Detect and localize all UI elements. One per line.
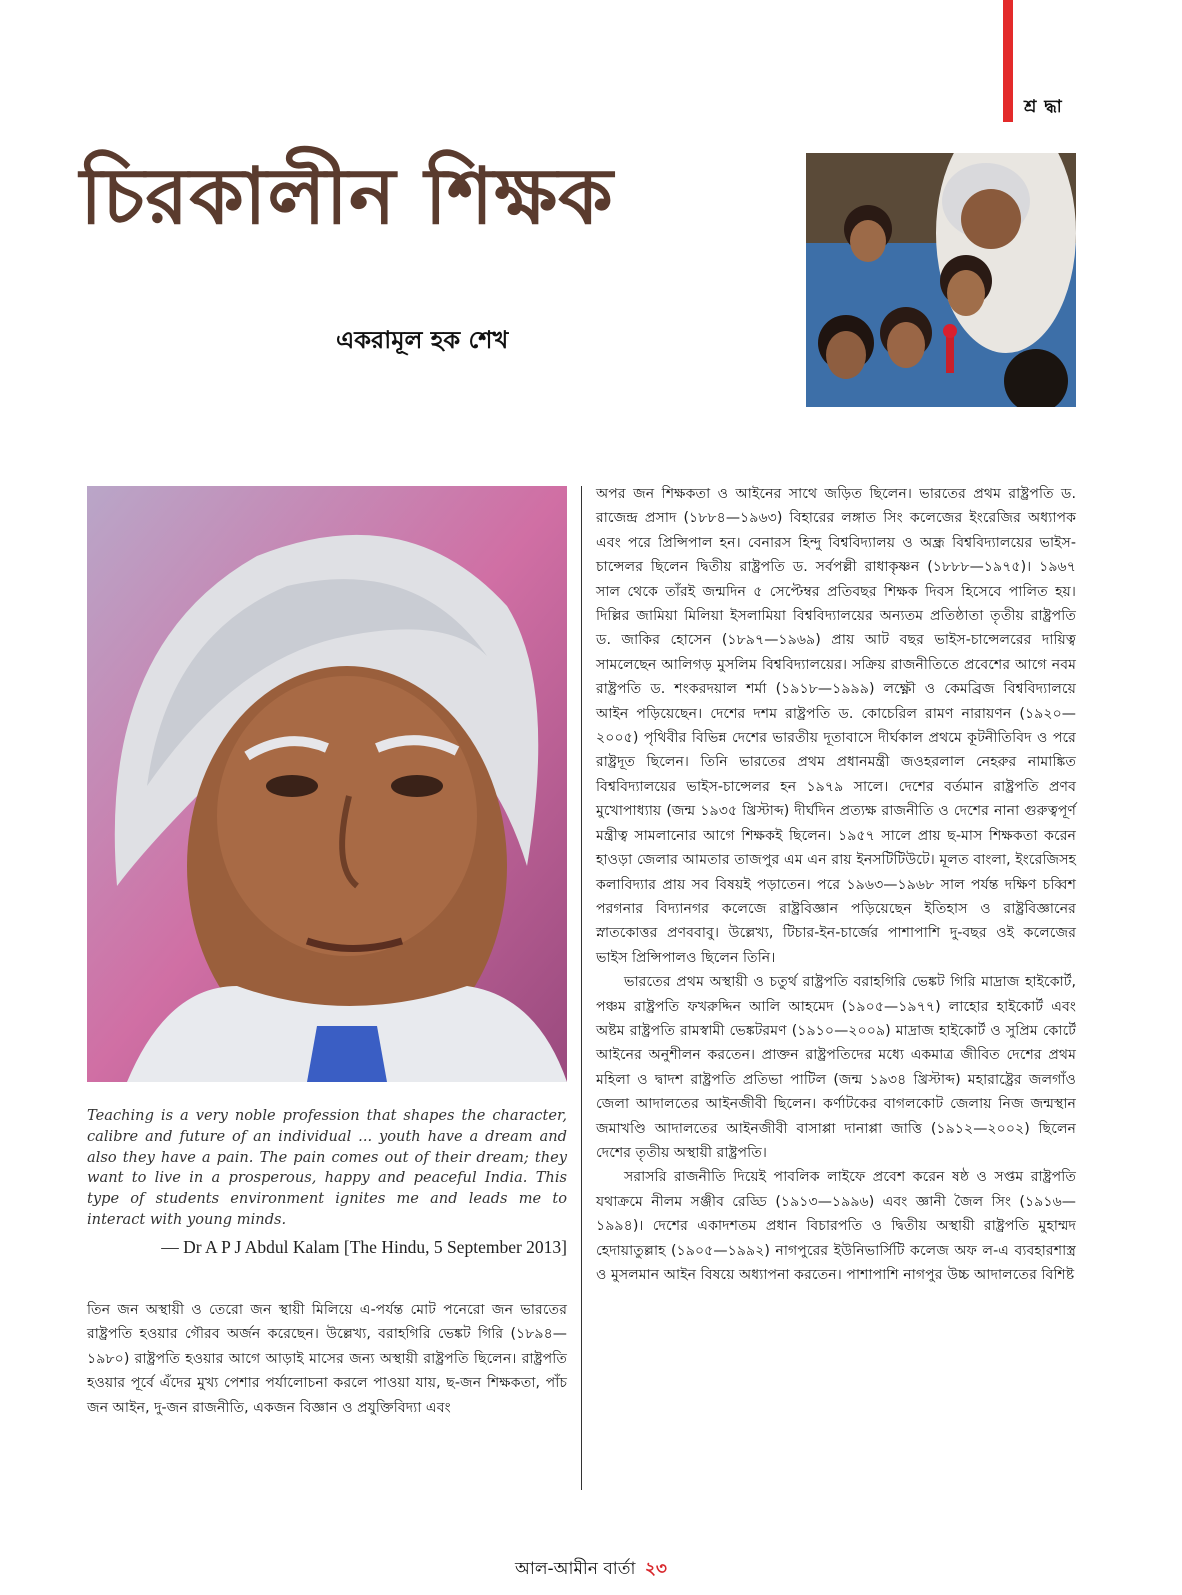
photo-kalam-portrait — [87, 486, 567, 1082]
page-footer — [0, 1556, 1182, 1584]
pull-quote: Teaching is a very noble profession that shapes the character, calibre and future of an individual ... youth have a dream and also they have a pain. The pain comes out of their dream; they want to live in a prosperous, happy and peaceful India. This type of students environment ignites me and leads me to interact with young minds. — [87, 1107, 567, 1228]
paragraph: অপর জন শিক্ষকতা ও আইনের সাথে জড়িত ছিলেন। ভারতের প্রথম রাষ্ট্রপতি ড. রাজেন্দ্র প্রসাদ (১৮৮৪—১৯৬৩) বিহারের লঙ্গাত সিং কলেজের ইংরেজির অধ্যাপক এবং পরে প্রিন্সিপাল হন। বেনারস হিন্দু বিশ্ববিদ্যালয় ও অন্ধ্র বিশ্ববিদ্যালয়ের ভাইস-চান্সেলর ছিলেন দ্বিতীয় রাষ্ট্রপতি ড. সর্বপল্লী রাধাকৃষ্ণন (১৮৮৮—১৯৭৫)। ১৯৬৭ সাল থেকে তাঁরই জন্মদিন ৫ সেপ্টেম্বর প্রতিবছর শিক্ষক দিবস হিসেবে পালিত হয়। দিল্লির জামিয়া মিলিয়া ইসলামিয়া বিশ্ববিদ্যালয়ের অন্যতম প্রতিষ্ঠাতা তৃতীয় রাষ্ট্রপতি ড. জাকির হোসেন (১৮৯৭—১৯৬৯) প্রায় আট বছর ভাইস-চান্সেলরের দায়িত্ব সামলেছেন আলিগড় মুসলিম বিশ্ববিদ্যালয়ের। সক্রিয় রাজনীতিতে প্রবেশের আগে নবম রাষ্ট্রপতি ড. শংকরদয়াল শর্মা (১৯১৮—১৯৯৯) লক্ষ্ণৌ ও কেমব্রিজ বিশ্ববিদ্যালয়ে আইন পড়িয়েছেন। দেশের দশম রাষ্ট্রপতি ড. কোচেরিল রামণ নারায়ণন (১৯২০—২০০৫) পৃথিবীর বিভিন্ন দেশের ভারতীয় দূতাবাসে দীর্ঘকাল প্রথমে কূটনীতিবিদ ও পরে রাষ্ট্রদূত ছিলেন। তিনি ভারতের প্রথম প্রধানমন্ত্রী জওহরলাল নেহরুর নামাঙ্কিত বিশ্ববিদ্যালয়ের ভাইস-চান্সেলর হন ১৯৭৯ সালে। দেশের বর্তমান রাষ্ট্রপতি প্রণব মুখোপাধ্যায় (জন্ম ১৯৩৫ খ্রিস্টাব্দ) দীর্ঘদিন প্রত্যক্ষ রাজনীতি ও দেশের নানা গুরুত্বপূর্ণ মন্ত্রীত্ব সামলানোর আগে শিক্ষকই ছিলেন। ১৯৫৭ সালে প্রায় ছ-মাস শিক্ষকতা করেন হাওড়া জেলার আমতার তাজপুর এম এন রায় ইনসটিটিউটে। মূলত বাংলা, ইংরেজিসহ কলাবিদ্যার প্রায় সব বিষয়ই পড়াতেন। পরে ১৯৬৩—১৯৬৮ সাল পর্যন্ত দক্ষিণ চব্বিশ পরগনার বিদ্যানগর কলেজে রাষ্ট্রবিজ্ঞান পড়িয়েছেন ইতিহাস ও রাষ্ট্রবিজ্ঞানের স্নাতকোত্তর প্রণববাবু। উল্লেখ্য, টিচার-ইন-চার্জের পাশাপাশি দু-বছর ওই কলেজের ভাইস প্রিন্সিপালও ছিলেন তিনি। — [596, 486, 1076, 966]
column-divider — [581, 486, 582, 1490]
photo-kalam-with-students — [806, 153, 1076, 407]
page-number: ২৩ — [644, 1559, 667, 1579]
quote-attribution: — Dr A P J Abdul Kalam [The Hindu, 5 September 2013] — [161, 1237, 567, 1257]
paragraph: সরাসরি রাজনীতি দিয়েই পাবলিক লাইফে প্রবেশ করেন ষষ্ঠ ও সপ্তম রাষ্ট্রপতি যথাক্রমে নীলম সঞ্জীব রেড্ডি (১৯১৩—১৯৯৬) এবং জ্ঞানী জৈল সিং (১৯১৬—১৯৯৪)। দেশের একাদশতম প্রধান বিচারপতি ও দ্বিতীয় অস্থায়ী রাষ্ট্রপতি মুহাম্মদ হেদায়াতুল্লাহ (১৯০৫—১৯৯২) নাগপুরের ইউনিভার্সিটি কলেজ অফ ল-এ ব্যবহারশাস্ত্র ও মুসলমান আইন বিষয়ে অধ্যাপনা করতেন। পাশাপাশি নাগপুর উচ্চ আদালতের বিশিষ্ট — [596, 1169, 1076, 1283]
body-column-left — [87, 1298, 567, 1420]
headline: চিরকালীন শিক্ষক — [80, 152, 614, 242]
section-tag: শ্র দ্ধা — [1024, 97, 1063, 117]
body-column-right — [596, 482, 1076, 1287]
accent-bar — [1003, 0, 1013, 122]
paragraph: ভারতের প্রথম অস্থায়ী ও চতুর্থ রাষ্ট্রপতি বরাহগিরি ভেঙ্কট গিরি মাদ্রাজ হাইকোর্ট, পঞ্চম রাষ্ট্রপতি ফখরুদ্দিন আলি আহমেদ (১৯০৫—১৯৭৭) লাহোর হাইকোর্ট এবং অষ্টম রাষ্ট্রপতি রামস্বামী ভেঙ্কটরমণ (১৯১০—২০০৯) মাদ্রাজ হাইকোর্ট ও সুপ্রিম কোর্টে আইনের অনুশীলন করতেন। প্রাক্তন রাষ্ট্রপতিদের মধ্যে একমাত্র জীবিত দেশের প্রথম মহিলা ও দ্বাদশ রাষ্ট্রপতি প্রতিভা পাটিল (জন্ম ১৯৩৪ খ্রিস্টাব্দ) মহারাষ্ট্রের জলগাঁও জেলা আদালতের আইনজীবী ছিলেন। কর্ণাটকের বাগলকোট জেলায় নিজ জন্মস্থান জমাখণ্ডি আদালতের আইনজীবী বাসাপ্পা দানাপ্পা জাত্তি (১৯১২—২০০২) ছিলেন দেশের তৃতীয় অস্থায়ী রাষ্ট্রপতি। — [596, 974, 1076, 1161]
author-byline: একরামূল হক শেখ — [336, 326, 509, 354]
paragraph: তিন জন অস্থায়ী ও তেরো জন স্থায়ী মিলিয়ে এ-পর্যন্ত মোট পনেরো জন ভারতের রাষ্ট্রপতি হওয়ার গৌরব অর্জন করেছেন। উল্লেখ্য, বরাহগিরি ভেঙ্কট গিরি (১৮৯৪—১৯৮০) রাষ্ট্রপতি হওয়ার আগে আড়াই মাসের জন্য অস্থায়ী রাষ্ট্রপতি ছিলেন। রাষ্ট্রপতি হওয়ার পূর্বে এঁদের মুখ্য পেশার পর্যালোচনা করলে পাওয়া যায়, ছ-জন শিক্ষকতা, পাঁচ জন আইন, দু-জন রাজনীতি, একজন বিজ্ঞান ও প্রযুক্তিবিদ্যা এবং — [87, 1302, 567, 1416]
publication-name: আল-আমীন বার্তা — [515, 1559, 636, 1579]
